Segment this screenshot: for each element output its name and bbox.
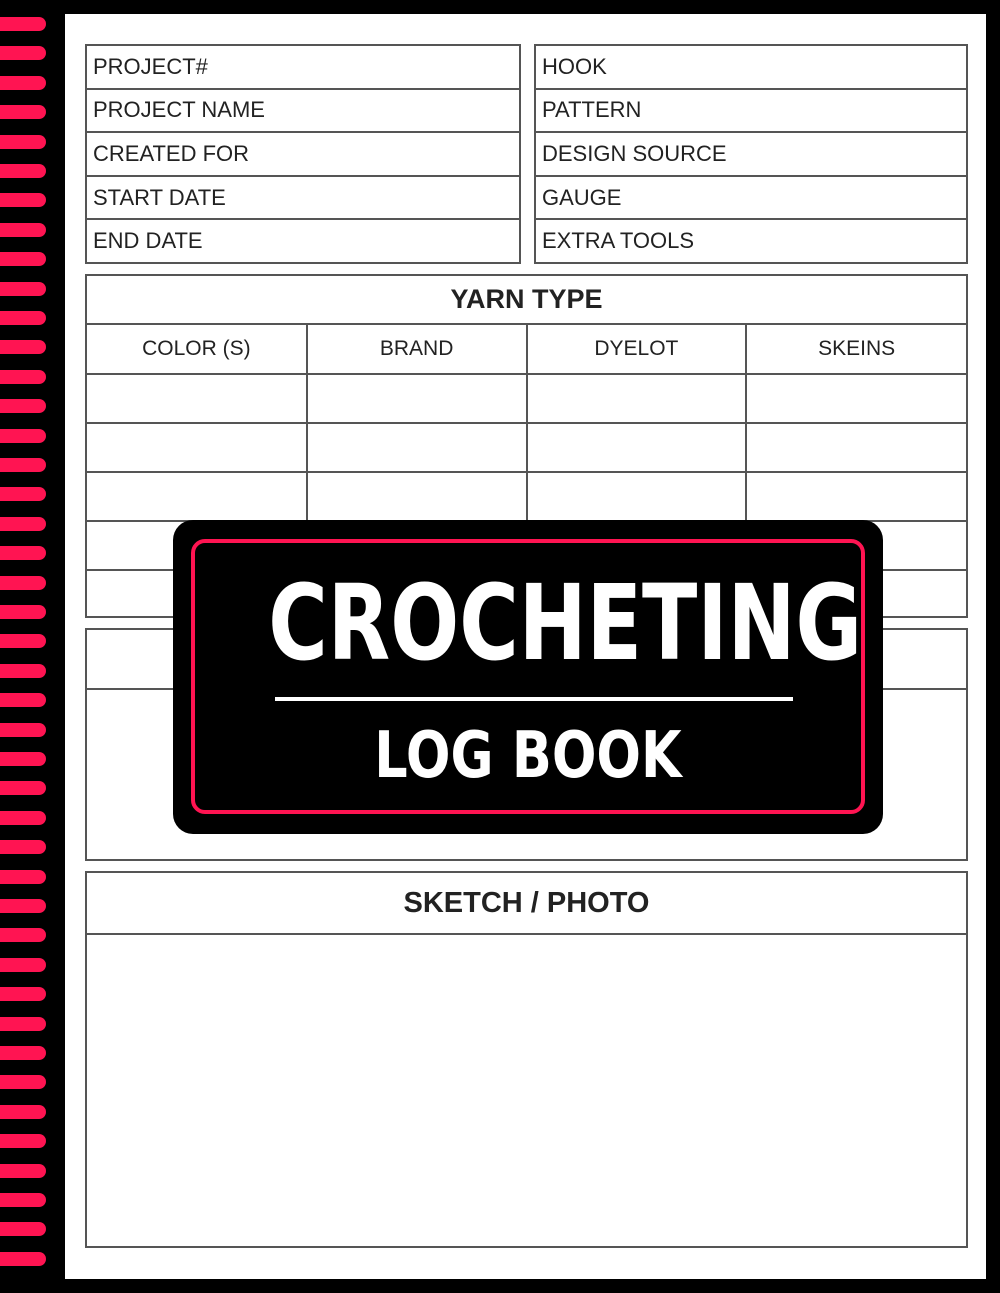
column-header: COLOR (S) bbox=[87, 325, 307, 374]
field-label: GAUGE bbox=[535, 176, 967, 220]
table-cell bbox=[87, 472, 307, 521]
spiral-coil bbox=[0, 105, 46, 119]
table-row bbox=[535, 132, 967, 176]
spiral-coil bbox=[0, 1017, 46, 1031]
spiral-coil bbox=[0, 458, 46, 472]
spiral-coil bbox=[0, 1252, 46, 1266]
spiral-coil bbox=[0, 1046, 46, 1060]
table-cell bbox=[527, 423, 747, 472]
field-label: CREATED FOR bbox=[86, 132, 520, 176]
spiral-coil bbox=[0, 340, 46, 354]
field-label: END DATE bbox=[86, 219, 520, 263]
table-cell bbox=[746, 472, 966, 521]
table-cell bbox=[307, 472, 527, 521]
field-label: HOOK bbox=[535, 45, 967, 89]
spiral-coil bbox=[0, 1164, 46, 1178]
field-label: START DATE bbox=[86, 176, 520, 220]
spiral-coil bbox=[0, 928, 46, 942]
spiral-coil bbox=[0, 429, 46, 443]
table-row bbox=[86, 176, 520, 220]
spiral-coil bbox=[0, 135, 46, 149]
table-row bbox=[535, 45, 967, 89]
field-label: PROJECT# bbox=[86, 45, 520, 89]
spiral-coil bbox=[0, 164, 46, 178]
spiral-coil bbox=[0, 46, 46, 60]
spiral-coil bbox=[0, 546, 46, 560]
table-row bbox=[86, 219, 520, 263]
spiral-coil bbox=[0, 811, 46, 825]
spiral-coil bbox=[0, 664, 46, 678]
spiral-coil bbox=[0, 311, 46, 325]
spiral-coil bbox=[0, 899, 46, 913]
table-row bbox=[87, 423, 966, 472]
spiral-coil bbox=[0, 76, 46, 90]
spiral-binding bbox=[0, 14, 48, 1279]
table-cell bbox=[527, 374, 747, 423]
book-subtitle: LOG BOOK bbox=[374, 719, 682, 793]
table-cell bbox=[87, 374, 307, 423]
title-divider bbox=[275, 697, 793, 701]
table-row bbox=[535, 176, 967, 220]
table-row bbox=[86, 89, 520, 133]
field-label: PROJECT NAME bbox=[86, 89, 520, 133]
field-label: PATTERN bbox=[535, 89, 967, 133]
yarn-type-title: YARN TYPE bbox=[87, 276, 966, 325]
table-row bbox=[535, 219, 967, 263]
table-header-row bbox=[87, 325, 966, 374]
table-cell bbox=[527, 472, 747, 521]
spiral-coil bbox=[0, 17, 46, 31]
field-label: DESIGN SOURCE bbox=[535, 132, 967, 176]
column-header: DYELOT bbox=[527, 325, 747, 374]
spiral-coil bbox=[0, 576, 46, 590]
banner-frame bbox=[191, 539, 865, 814]
spiral-coil bbox=[0, 1075, 46, 1089]
spiral-coil bbox=[0, 693, 46, 707]
spiral-coil bbox=[0, 1193, 46, 1207]
table-cell bbox=[87, 423, 307, 472]
column-header: BRAND bbox=[307, 325, 527, 374]
table-row bbox=[87, 472, 966, 521]
spiral-coil bbox=[0, 723, 46, 737]
spiral-coil bbox=[0, 370, 46, 384]
spiral-coil bbox=[0, 252, 46, 266]
project-info-left bbox=[85, 44, 521, 264]
table-row bbox=[86, 132, 520, 176]
spiral-coil bbox=[0, 399, 46, 413]
spiral-coil bbox=[0, 193, 46, 207]
spiral-coil bbox=[0, 1105, 46, 1119]
spiral-coil bbox=[0, 781, 46, 795]
sketch-photo-title: SKETCH / PHOTO bbox=[87, 873, 966, 935]
spiral-coil bbox=[0, 634, 46, 648]
spiral-coil bbox=[0, 958, 46, 972]
spiral-coil bbox=[0, 517, 46, 531]
spiral-coil bbox=[0, 840, 46, 854]
book-title: CROCHETING bbox=[268, 562, 863, 684]
field-label: EXTRA TOOLS bbox=[535, 219, 967, 263]
spiral-coil bbox=[0, 1222, 46, 1236]
spiral-coil bbox=[0, 870, 46, 884]
spiral-coil bbox=[0, 752, 46, 766]
table-row bbox=[86, 45, 520, 89]
spiral-coil bbox=[0, 605, 46, 619]
spiral-coil bbox=[0, 223, 46, 237]
spiral-coil bbox=[0, 1134, 46, 1148]
spiral-coil bbox=[0, 282, 46, 296]
title-banner bbox=[173, 520, 883, 834]
table-cell bbox=[307, 423, 527, 472]
table-cell bbox=[746, 374, 966, 423]
sketch-photo-section bbox=[85, 871, 968, 1248]
project-info-right bbox=[534, 44, 968, 264]
table-row bbox=[535, 89, 967, 133]
table-row bbox=[87, 374, 966, 423]
spiral-coil bbox=[0, 487, 46, 501]
table-cell bbox=[746, 423, 966, 472]
spiral-coil bbox=[0, 987, 46, 1001]
column-header: SKEINS bbox=[746, 325, 966, 374]
table-cell bbox=[307, 374, 527, 423]
